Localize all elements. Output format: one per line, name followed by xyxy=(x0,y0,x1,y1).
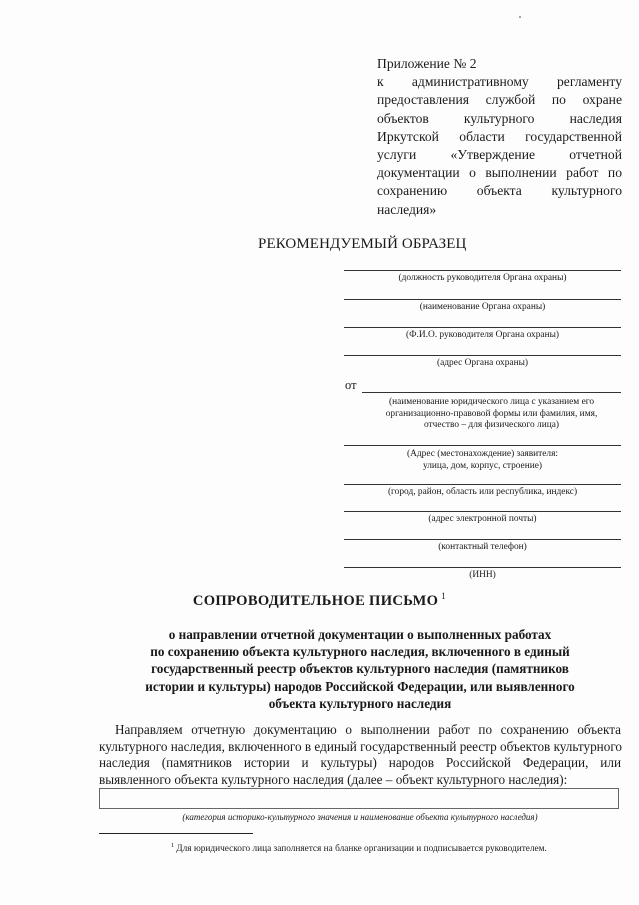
letter-title-text: СОПРОВОДИТЕЛЬНОЕ ПИСЬМО xyxy=(192,592,439,609)
subject-line: по сохранению объекта культурного наследия, включенного в единый xyxy=(150,644,570,660)
organ-address-caption: (адрес Органа охраны) xyxy=(436,358,529,368)
subject-line: объекта культурного наследия xyxy=(268,695,452,711)
subject-line: государственный реестр объектов культурного наследия (памятников xyxy=(151,661,569,677)
body-line: наследия (памятников истории и культуры) народов Российской Федерации, или xyxy=(99,755,621,771)
body-line: Направляем отчетную документацию о выполнении работ по сохранению объекта xyxy=(115,722,621,737)
footnote xyxy=(171,842,547,854)
footnote-separator xyxy=(99,833,253,834)
sample-title: РЕКОМЕНДУЕМЫЙ ОБРАЗЕЦ xyxy=(258,236,467,252)
email-line[interactable] xyxy=(344,511,621,512)
body-line: культурного наследия, включенного в единый государственный реестр объектов культурного xyxy=(99,738,623,754)
footnote-reference[interactable]: 1 xyxy=(441,591,447,601)
head-position-line[interactable] xyxy=(344,270,621,271)
footnote-number: 1 xyxy=(171,842,175,849)
annex-title: Приложение № 2 xyxy=(377,56,477,71)
scan-speck xyxy=(519,16,521,18)
footnote-text: Для юридического лица заполняется на бланке организации и подписывается руководителем. xyxy=(176,844,547,855)
from-label: от xyxy=(345,378,357,392)
email-caption: (адрес электронной почты) xyxy=(428,514,537,524)
category-caption: (категория историко-культурного значения и наименование объекта культурного наследия) xyxy=(182,812,538,822)
letter-title xyxy=(0,591,639,610)
phone-line[interactable] xyxy=(344,539,621,540)
applicant-caption-line-1: (наименование юридического лица с указанием его xyxy=(388,397,595,407)
city-caption: (город, район, область или республика, индекс) xyxy=(387,487,578,497)
organ-name-caption: (наименование Органа охраны) xyxy=(419,302,546,312)
letter-body xyxy=(99,722,621,788)
subject-line: о направлении отчетной документации о выполненных работах xyxy=(168,627,552,642)
applicant-address-caption xyxy=(344,449,621,472)
head-name-line[interactable] xyxy=(344,327,621,328)
applicant-name-line[interactable] xyxy=(362,392,621,393)
head-position-caption: (должность руководителя Органа охраны) xyxy=(398,273,567,283)
inn-line[interactable] xyxy=(344,567,621,568)
city-line[interactable] xyxy=(344,484,621,485)
applicant-address-line[interactable] xyxy=(344,445,621,446)
applicant-caption xyxy=(362,397,621,432)
letter-subject xyxy=(120,626,600,712)
inn-caption: (ИНН) xyxy=(469,570,496,580)
annex-header xyxy=(377,55,622,219)
address-caption-line-1: (Адрес (местонахождение) заявителя: xyxy=(406,449,559,459)
category-input-box[interactable] xyxy=(99,788,619,809)
annex-body: к административному регламенту предоставления службой по охране объектов культурного наследия Иркутской области государственной услуги «Утверждение отчетной документации о выполнении работ по сохранению объекта культурного наследия» xyxy=(377,74,622,217)
phone-caption: (контактный телефон) xyxy=(438,542,527,552)
address-caption-line-2: улица, дом, корпус, строение) xyxy=(422,460,543,471)
head-name-caption: (Ф.И.О. руководителя Органа охраны) xyxy=(405,330,560,340)
subject-line: истории и культуры) народов Российской Федерации, или выявленного xyxy=(145,678,575,694)
applicant-caption-line-3: отчество – для физического лица) xyxy=(423,420,560,430)
organ-address-line[interactable] xyxy=(344,355,621,356)
applicant-caption-line-2: организационно-правовой формы или фамилия, имя, xyxy=(385,408,598,419)
body-line: выявленного объекта культурного наследия (далее – объект культурного наследия): xyxy=(99,771,568,787)
organ-name-line[interactable] xyxy=(344,299,621,300)
